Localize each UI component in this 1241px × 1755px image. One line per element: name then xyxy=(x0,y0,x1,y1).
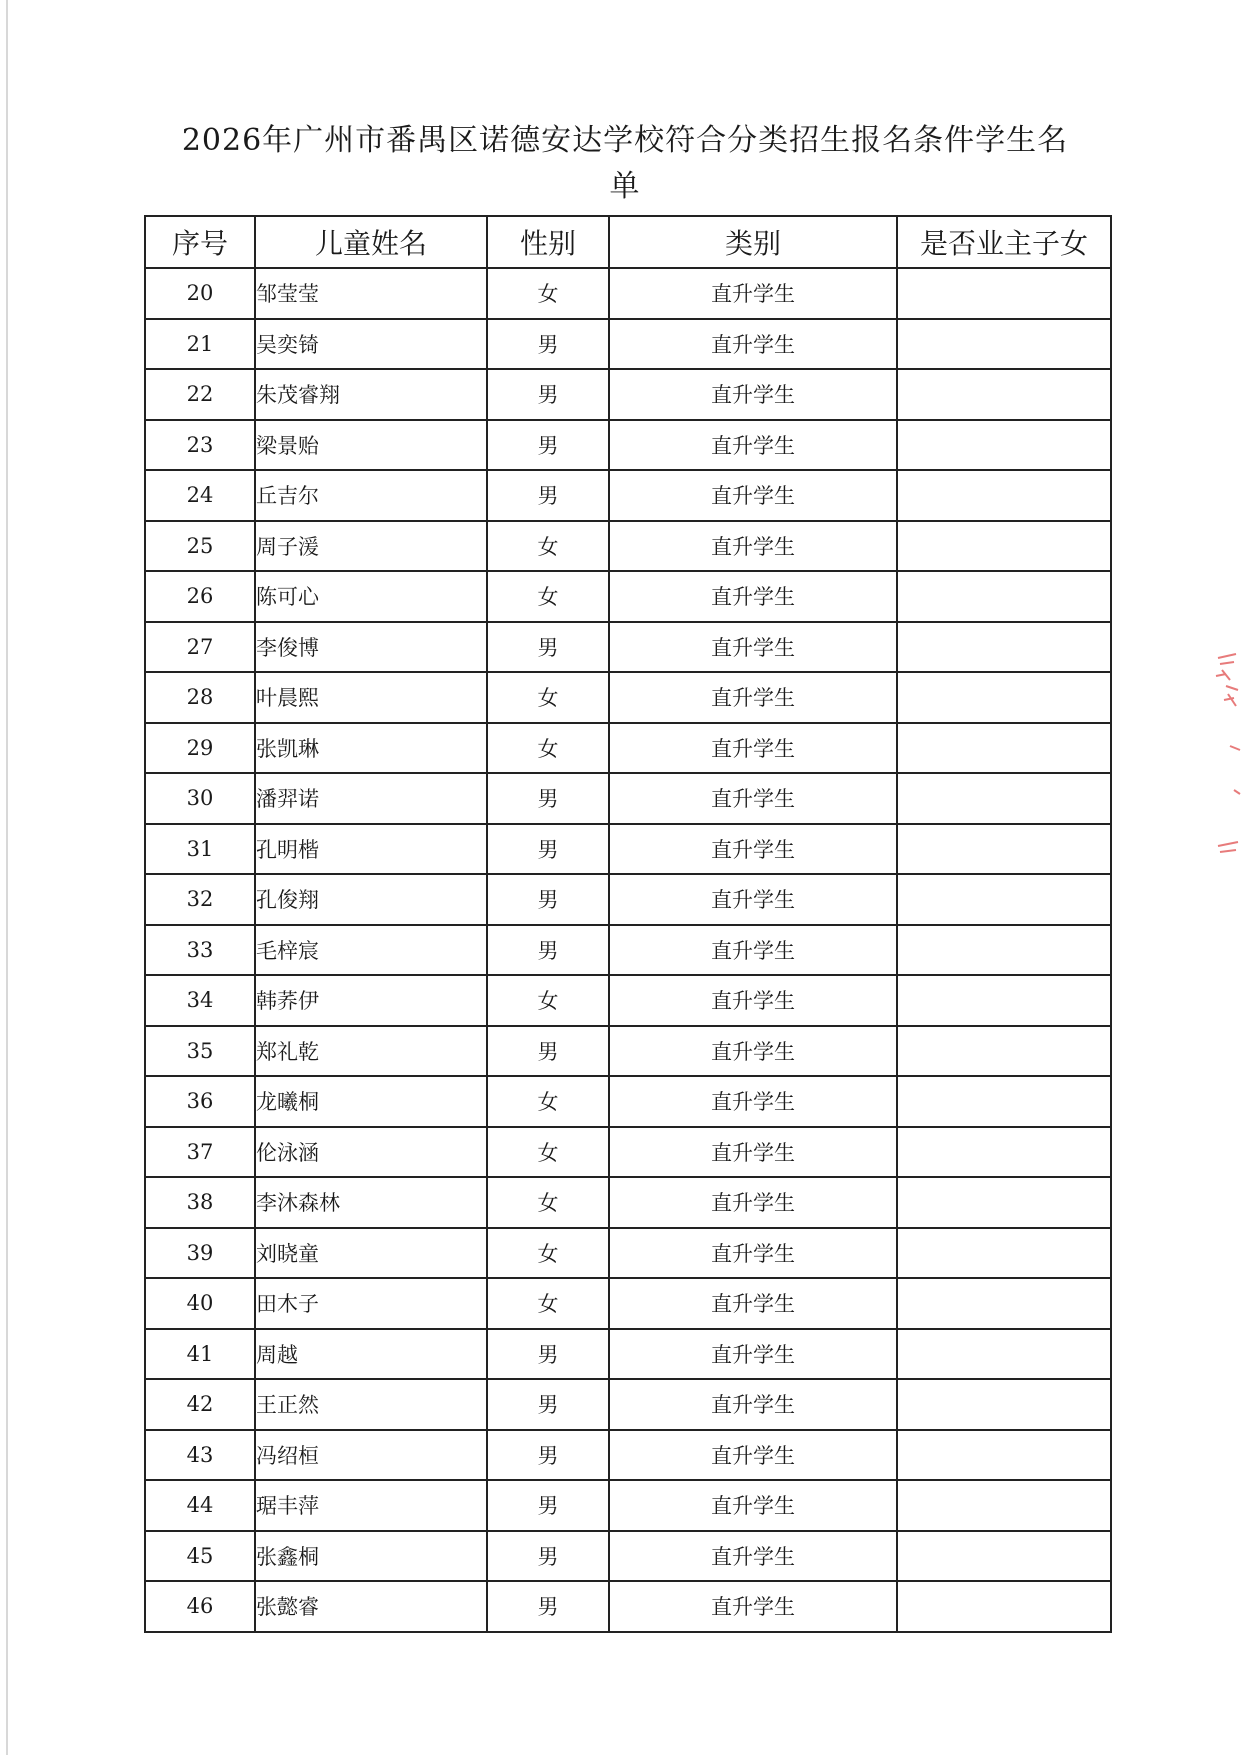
table-row xyxy=(145,1430,1111,1481)
row-child-name: 周子湲 xyxy=(255,521,487,572)
row-gender: 男 xyxy=(487,319,609,370)
row-owner-child xyxy=(897,672,1111,723)
row-category: 直升学生 xyxy=(609,874,897,925)
row-owner-child xyxy=(897,1480,1111,1531)
row-index: 21 xyxy=(145,319,255,370)
row-child-name: 伦泳涵 xyxy=(255,1127,487,1178)
row-index: 46 xyxy=(145,1581,255,1632)
table-row xyxy=(145,1379,1111,1430)
red-seal-fragment xyxy=(1196,650,1241,910)
row-child-name: 丘吉尔 xyxy=(255,470,487,521)
row-child-name: 田木子 xyxy=(255,1278,487,1329)
row-index: 38 xyxy=(145,1177,255,1228)
table-row xyxy=(145,319,1111,370)
row-index: 24 xyxy=(145,470,255,521)
header-owner-child: 是否业主子女 xyxy=(897,216,1111,268)
table-row xyxy=(145,1177,1111,1228)
row-category: 直升学生 xyxy=(609,521,897,572)
row-index: 40 xyxy=(145,1278,255,1329)
row-child-name: 韩荞伊 xyxy=(255,975,487,1026)
row-gender: 男 xyxy=(487,1581,609,1632)
row-gender: 女 xyxy=(487,521,609,572)
row-gender: 女 xyxy=(487,1177,609,1228)
row-index: 31 xyxy=(145,824,255,875)
row-index: 36 xyxy=(145,1076,255,1127)
table-header-row xyxy=(145,216,1111,268)
table-row xyxy=(145,925,1111,976)
row-gender: 女 xyxy=(487,1076,609,1127)
table-row xyxy=(145,1480,1111,1531)
title-line-2: 单 xyxy=(609,169,641,204)
row-category: 直升学生 xyxy=(609,1026,897,1077)
table-row xyxy=(145,571,1111,622)
row-child-name: 邹莹莹 xyxy=(255,268,487,319)
row-owner-child xyxy=(897,874,1111,925)
document-title xyxy=(130,118,1120,210)
row-index: 39 xyxy=(145,1228,255,1279)
row-category: 直升学生 xyxy=(609,975,897,1026)
row-owner-child xyxy=(897,925,1111,976)
row-index: 42 xyxy=(145,1379,255,1430)
student-roster-table xyxy=(144,215,1112,1633)
table-row xyxy=(145,470,1111,521)
seal-stroke xyxy=(1230,746,1240,750)
table-row xyxy=(145,824,1111,875)
table-row xyxy=(145,622,1111,673)
row-owner-child xyxy=(897,1278,1111,1329)
row-index: 27 xyxy=(145,622,255,673)
title-line-1: 2026年广州市番禺区诺德安达学校符合分类招生报名条件学生名 xyxy=(181,123,1069,158)
row-category: 直升学生 xyxy=(609,369,897,420)
row-child-name: 毛梓宸 xyxy=(255,925,487,976)
row-child-name: 李沐森林 xyxy=(255,1177,487,1228)
row-owner-child xyxy=(897,268,1111,319)
row-category: 直升学生 xyxy=(609,622,897,673)
row-category: 直升学生 xyxy=(609,470,897,521)
row-gender: 男 xyxy=(487,824,609,875)
row-category: 直升学生 xyxy=(609,1379,897,1430)
row-category: 直升学生 xyxy=(609,1480,897,1531)
row-owner-child xyxy=(897,1076,1111,1127)
row-owner-child xyxy=(897,420,1111,471)
row-gender: 男 xyxy=(487,1026,609,1077)
row-owner-child xyxy=(897,1379,1111,1430)
seal-stroke xyxy=(1234,790,1240,794)
row-gender: 女 xyxy=(487,1228,609,1279)
seal-stroke xyxy=(1216,654,1236,680)
row-index: 28 xyxy=(145,672,255,723)
row-gender: 男 xyxy=(487,1531,609,1582)
row-category: 直升学生 xyxy=(609,1581,897,1632)
row-owner-child xyxy=(897,369,1111,420)
row-gender: 男 xyxy=(487,1329,609,1380)
row-owner-child xyxy=(897,824,1111,875)
row-child-name: 冯绍桓 xyxy=(255,1430,487,1481)
row-index: 30 xyxy=(145,773,255,824)
table-row xyxy=(145,723,1111,774)
row-owner-child xyxy=(897,1127,1111,1178)
row-category: 直升学生 xyxy=(609,1531,897,1582)
table-row xyxy=(145,1278,1111,1329)
row-index: 45 xyxy=(145,1531,255,1582)
seal-stroke xyxy=(1218,842,1238,852)
table-body xyxy=(145,268,1111,1632)
row-index: 41 xyxy=(145,1329,255,1380)
row-index: 35 xyxy=(145,1026,255,1077)
row-child-name: 王正然 xyxy=(255,1379,487,1430)
row-gender: 男 xyxy=(487,1430,609,1481)
row-index: 20 xyxy=(145,268,255,319)
row-index: 33 xyxy=(145,925,255,976)
row-index: 22 xyxy=(145,369,255,420)
row-index: 23 xyxy=(145,420,255,471)
scan-page-edge xyxy=(6,0,8,1755)
row-gender: 女 xyxy=(487,975,609,1026)
table-row xyxy=(145,773,1111,824)
table-row xyxy=(145,1581,1111,1632)
row-category: 直升学生 xyxy=(609,1177,897,1228)
table-row xyxy=(145,521,1111,572)
row-gender: 女 xyxy=(487,723,609,774)
row-category: 直升学生 xyxy=(609,773,897,824)
row-gender: 女 xyxy=(487,571,609,622)
row-child-name: 周越 xyxy=(255,1329,487,1380)
row-owner-child xyxy=(897,1177,1111,1228)
row-child-name: 张凯琳 xyxy=(255,723,487,774)
row-index: 43 xyxy=(145,1430,255,1481)
row-index: 26 xyxy=(145,571,255,622)
row-gender: 女 xyxy=(487,268,609,319)
row-child-name: 琚丰萍 xyxy=(255,1480,487,1531)
row-gender: 女 xyxy=(487,672,609,723)
row-owner-child xyxy=(897,1228,1111,1279)
row-owner-child xyxy=(897,571,1111,622)
row-index: 29 xyxy=(145,723,255,774)
row-owner-child xyxy=(897,1329,1111,1380)
header-index: 序号 xyxy=(145,216,255,268)
row-child-name: 陈可心 xyxy=(255,571,487,622)
row-child-name: 叶晨熙 xyxy=(255,672,487,723)
row-category: 直升学生 xyxy=(609,319,897,370)
row-category: 直升学生 xyxy=(609,723,897,774)
row-owner-child xyxy=(897,1531,1111,1582)
table-row xyxy=(145,1228,1111,1279)
seal-stroke xyxy=(1224,686,1238,706)
table-row xyxy=(145,1531,1111,1582)
row-child-name: 张鑫桐 xyxy=(255,1531,487,1582)
row-child-name: 朱茂睿翔 xyxy=(255,369,487,420)
row-child-name: 孔明楷 xyxy=(255,824,487,875)
row-gender: 男 xyxy=(487,1379,609,1430)
row-category: 直升学生 xyxy=(609,1329,897,1380)
row-gender: 女 xyxy=(487,1278,609,1329)
row-gender: 男 xyxy=(487,470,609,521)
row-category: 直升学生 xyxy=(609,925,897,976)
row-gender: 男 xyxy=(487,925,609,976)
header-child-name: 儿童姓名 xyxy=(255,216,487,268)
row-index: 44 xyxy=(145,1480,255,1531)
row-owner-child xyxy=(897,1026,1111,1077)
row-child-name: 郑礼乾 xyxy=(255,1026,487,1077)
row-gender: 男 xyxy=(487,1480,609,1531)
row-child-name: 李俊博 xyxy=(255,622,487,673)
row-child-name: 张懿睿 xyxy=(255,1581,487,1632)
row-category: 直升学生 xyxy=(609,672,897,723)
row-owner-child xyxy=(897,975,1111,1026)
row-gender: 男 xyxy=(487,420,609,471)
row-child-name: 刘晓童 xyxy=(255,1228,487,1279)
row-category: 直升学生 xyxy=(609,571,897,622)
row-child-name: 孔俊翔 xyxy=(255,874,487,925)
row-child-name: 梁景贻 xyxy=(255,420,487,471)
row-category: 直升学生 xyxy=(609,1278,897,1329)
table-row xyxy=(145,874,1111,925)
row-owner-child xyxy=(897,319,1111,370)
table-row xyxy=(145,975,1111,1026)
row-index: 34 xyxy=(145,975,255,1026)
row-owner-child xyxy=(897,1430,1111,1481)
table-row xyxy=(145,420,1111,471)
row-index: 25 xyxy=(145,521,255,572)
row-gender: 男 xyxy=(487,369,609,420)
row-gender: 女 xyxy=(487,1127,609,1178)
header-category: 类别 xyxy=(609,216,897,268)
table-row xyxy=(145,1076,1111,1127)
row-owner-child xyxy=(897,1581,1111,1632)
row-gender: 男 xyxy=(487,773,609,824)
table-row xyxy=(145,1026,1111,1077)
row-index: 37 xyxy=(145,1127,255,1178)
row-child-name: 龙曦桐 xyxy=(255,1076,487,1127)
row-owner-child xyxy=(897,773,1111,824)
row-gender: 男 xyxy=(487,874,609,925)
row-category: 直升学生 xyxy=(609,1430,897,1481)
row-category: 直升学生 xyxy=(609,1228,897,1279)
row-owner-child xyxy=(897,723,1111,774)
row-child-name: 吴奕锜 xyxy=(255,319,487,370)
row-owner-child xyxy=(897,622,1111,673)
row-category: 直升学生 xyxy=(609,420,897,471)
row-gender: 男 xyxy=(487,622,609,673)
row-owner-child xyxy=(897,521,1111,572)
row-category: 直升学生 xyxy=(609,1127,897,1178)
row-child-name: 潘羿诺 xyxy=(255,773,487,824)
row-owner-child xyxy=(897,470,1111,521)
row-index: 32 xyxy=(145,874,255,925)
table-row xyxy=(145,1329,1111,1380)
row-category: 直升学生 xyxy=(609,268,897,319)
row-category: 直升学生 xyxy=(609,824,897,875)
row-category: 直升学生 xyxy=(609,1076,897,1127)
table-row xyxy=(145,1127,1111,1178)
table-row xyxy=(145,268,1111,319)
header-gender: 性别 xyxy=(487,216,609,268)
table-row xyxy=(145,369,1111,420)
table-row xyxy=(145,672,1111,723)
